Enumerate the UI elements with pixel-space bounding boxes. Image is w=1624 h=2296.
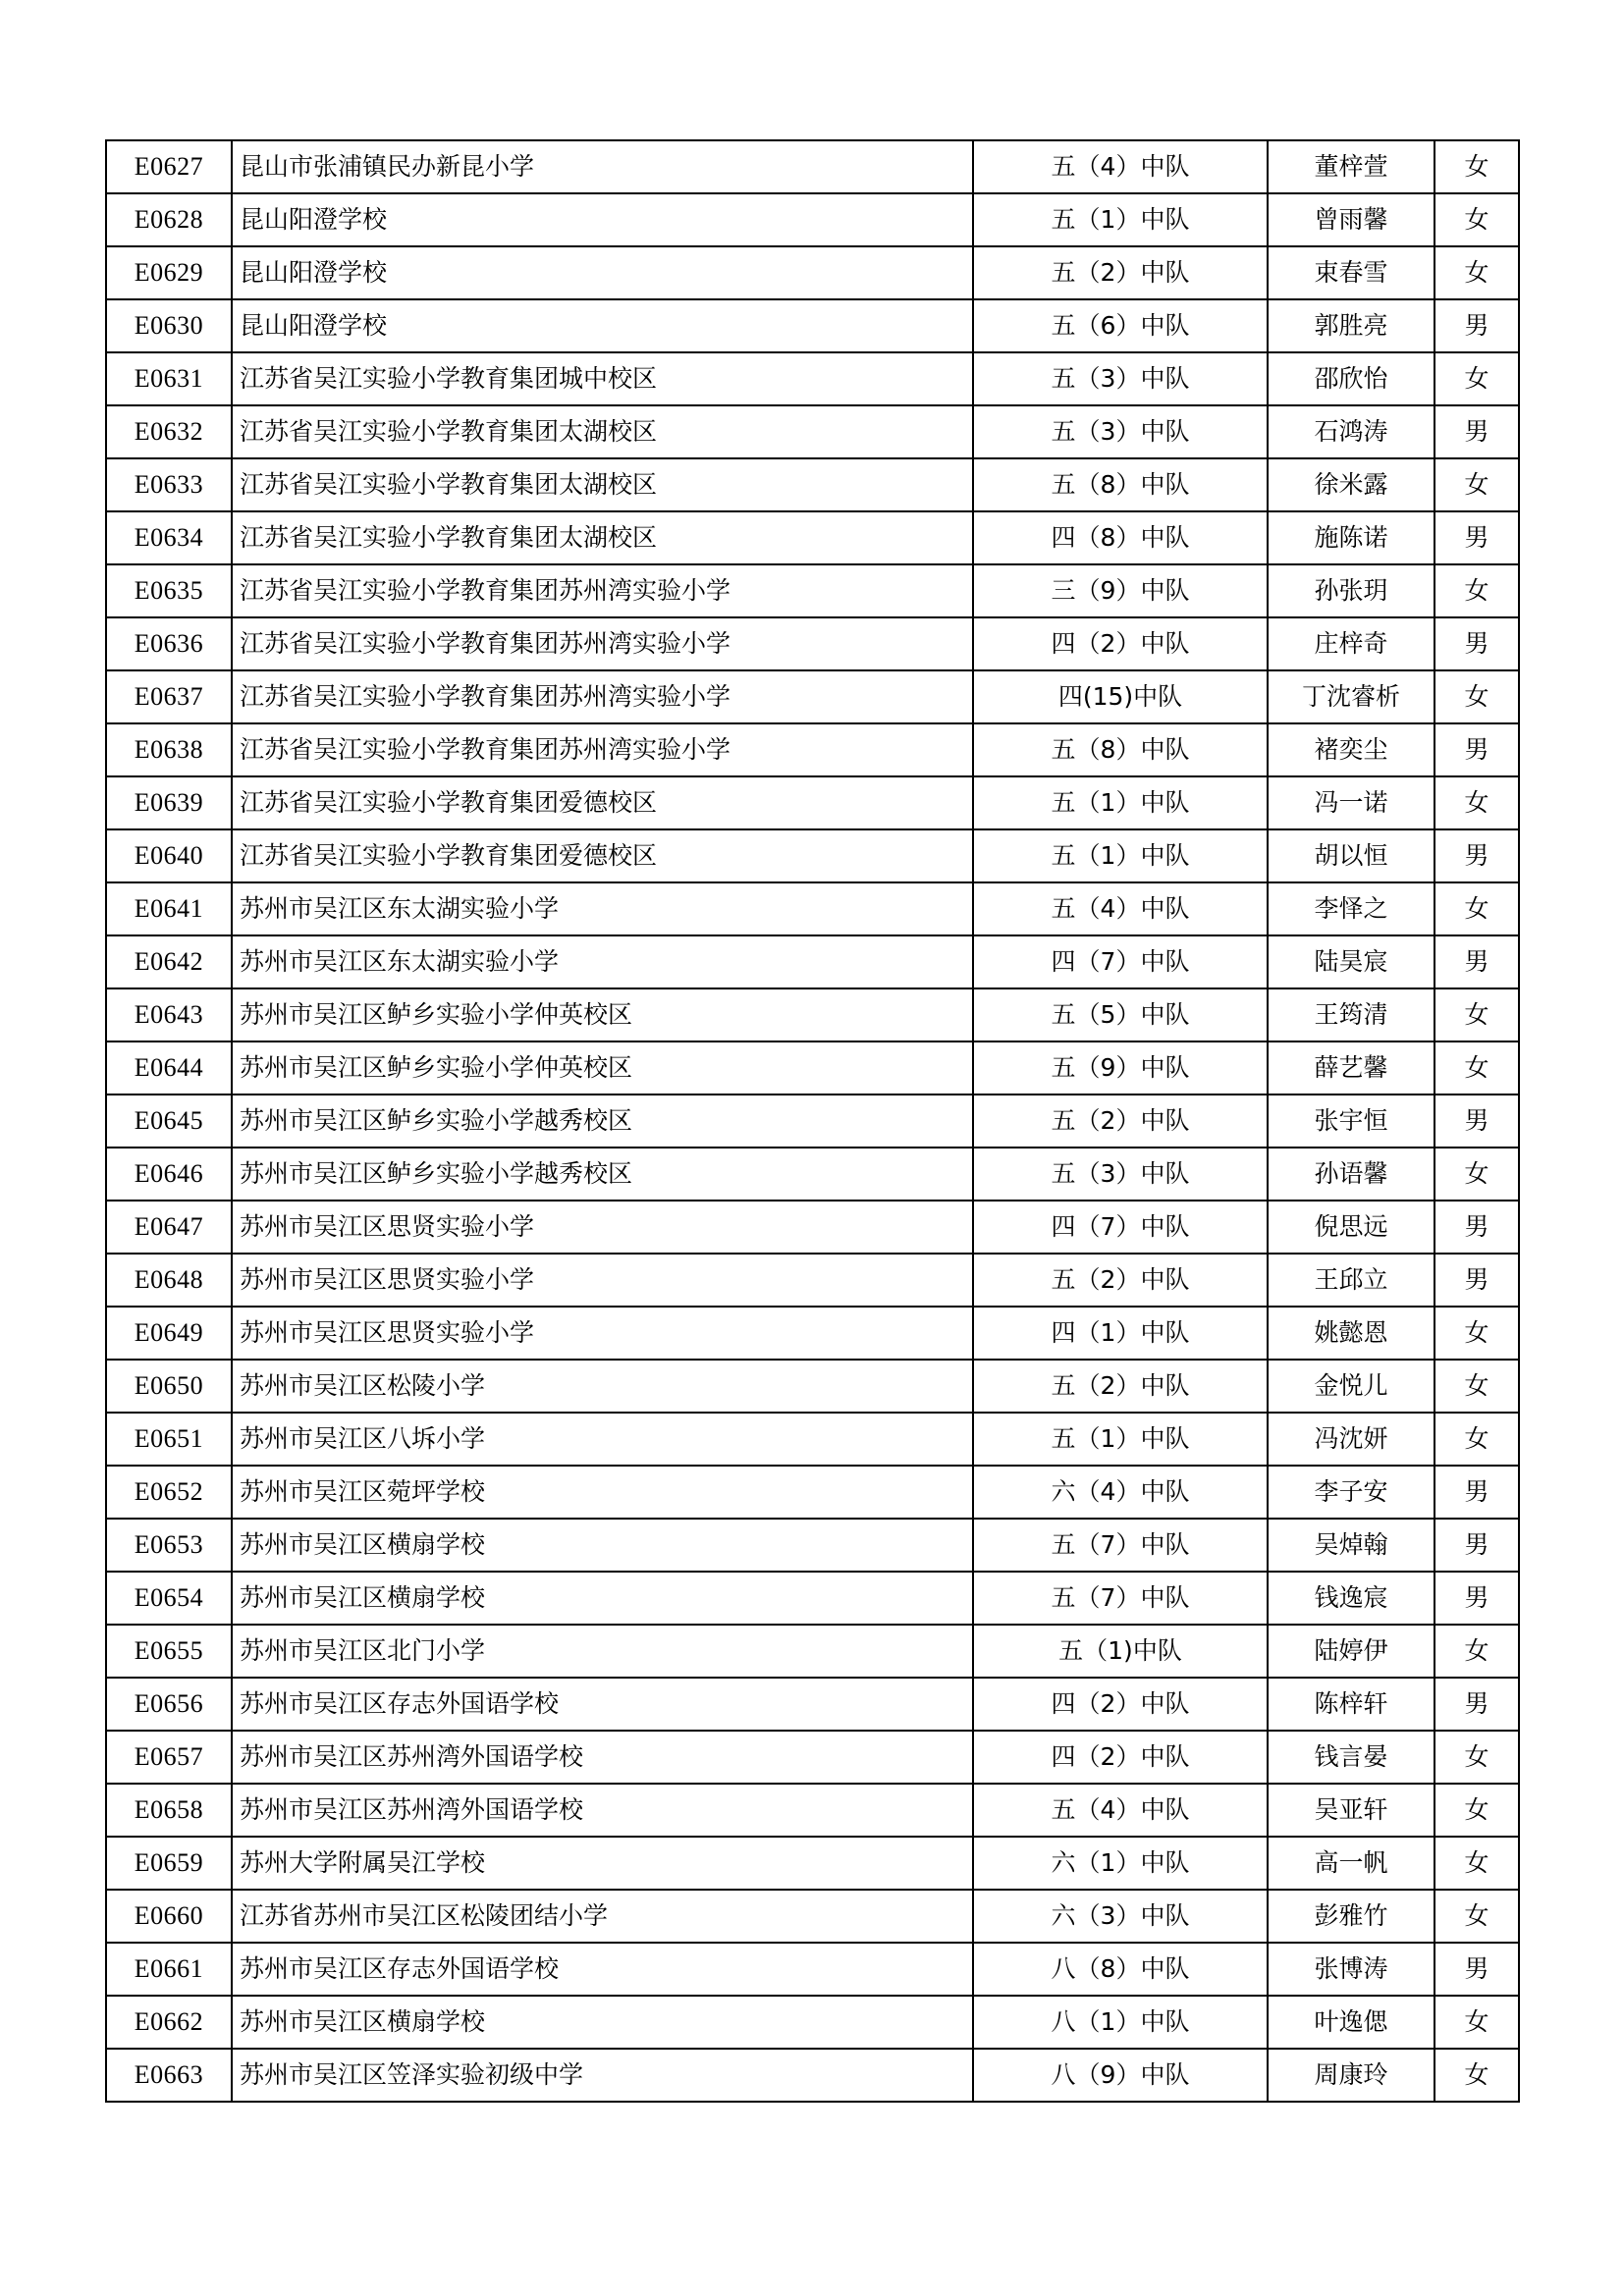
- cell-id: E0663: [106, 2049, 232, 2102]
- cell-class: 六（4）中队: [973, 1466, 1268, 1519]
- cell-gender: 女: [1435, 140, 1519, 193]
- cell-id: E0638: [106, 723, 232, 776]
- cell-class: 八（1）中队: [973, 1996, 1268, 2049]
- cell-gender: 男: [1435, 405, 1519, 458]
- cell-school: 苏州市吴江区横扇学校: [232, 1572, 973, 1625]
- cell-id: E0646: [106, 1148, 232, 1201]
- table-row: [106, 2049, 1519, 2102]
- cell-name: 张宇恒: [1268, 1095, 1435, 1148]
- cell-school: 昆山阳澄学校: [232, 246, 973, 299]
- cell-id: E0641: [106, 882, 232, 935]
- cell-name: 姚懿恩: [1268, 1307, 1435, 1360]
- cell-name: 束春雪: [1268, 246, 1435, 299]
- cell-class: 五（7）中队: [973, 1572, 1268, 1625]
- cell-gender: 女: [1435, 882, 1519, 935]
- table-row: [106, 1041, 1519, 1095]
- cell-class: 五（2）中队: [973, 246, 1268, 299]
- cell-school: 苏州市吴江区东太湖实验小学: [232, 882, 973, 935]
- table-row: [106, 1254, 1519, 1307]
- cell-school: 江苏省吴江实验小学教育集团太湖校区: [232, 405, 973, 458]
- table-row: [106, 458, 1519, 511]
- table-row: [106, 1784, 1519, 1837]
- roster-table-body: [106, 140, 1519, 2102]
- cell-school: 苏州市吴江区横扇学校: [232, 1996, 973, 2049]
- cell-id: E0661: [106, 1943, 232, 1996]
- cell-gender: 男: [1435, 829, 1519, 882]
- cell-id: E0658: [106, 1784, 232, 1837]
- cell-gender: 男: [1435, 723, 1519, 776]
- cell-gender: 女: [1435, 988, 1519, 1041]
- cell-class: 五（1）中队: [973, 193, 1268, 246]
- cell-name: 冯沈妍: [1268, 1413, 1435, 1466]
- cell-school: 江苏省吴江实验小学教育集团爱德校区: [232, 829, 973, 882]
- cell-id: E0649: [106, 1307, 232, 1360]
- cell-name: 陆婷伊: [1268, 1625, 1435, 1678]
- cell-id: E0637: [106, 670, 232, 723]
- cell-name: 彭雅竹: [1268, 1890, 1435, 1943]
- cell-gender: 男: [1435, 1572, 1519, 1625]
- cell-name: 叶逸偲: [1268, 1996, 1435, 2049]
- table-row: [106, 1148, 1519, 1201]
- cell-school: 江苏省吴江实验小学教育集团苏州湾实验小学: [232, 723, 973, 776]
- cell-id: E0634: [106, 511, 232, 564]
- cell-id: E0652: [106, 1466, 232, 1519]
- roster-table: [105, 139, 1520, 2103]
- cell-name: 吴焯翰: [1268, 1519, 1435, 1572]
- cell-school: 苏州市吴江区思贤实验小学: [232, 1201, 973, 1254]
- cell-name: 陈梓轩: [1268, 1678, 1435, 1731]
- table-row: [106, 829, 1519, 882]
- cell-school: 昆山市张浦镇民办新昆小学: [232, 140, 973, 193]
- cell-class: 五（6）中队: [973, 299, 1268, 352]
- table-row: [106, 1095, 1519, 1148]
- cell-class: 四（7）中队: [973, 1201, 1268, 1254]
- cell-school: 江苏省苏州市吴江区松陵团结小学: [232, 1890, 973, 1943]
- cell-school: 苏州市吴江区存志外国语学校: [232, 1943, 973, 1996]
- cell-gender: 男: [1435, 935, 1519, 988]
- table-row: [106, 1572, 1519, 1625]
- cell-id: E0655: [106, 1625, 232, 1678]
- cell-school: 江苏省吴江实验小学教育集团太湖校区: [232, 511, 973, 564]
- cell-name: 钱言晏: [1268, 1731, 1435, 1784]
- cell-name: 孙语馨: [1268, 1148, 1435, 1201]
- table-row: [106, 1625, 1519, 1678]
- cell-gender: 女: [1435, 1307, 1519, 1360]
- cell-school: 江苏省吴江实验小学教育集团爱德校区: [232, 776, 973, 829]
- cell-school: 苏州市吴江区苏州湾外国语学校: [232, 1784, 973, 1837]
- cell-name: 庄梓奇: [1268, 617, 1435, 670]
- table-row: [106, 988, 1519, 1041]
- table-row: [106, 1201, 1519, 1254]
- cell-class: 四（2）中队: [973, 617, 1268, 670]
- cell-class: 五（5）中队: [973, 988, 1268, 1041]
- cell-id: E0640: [106, 829, 232, 882]
- cell-gender: 女: [1435, 193, 1519, 246]
- cell-id: E0662: [106, 1996, 232, 2049]
- cell-id: E0650: [106, 1360, 232, 1413]
- cell-gender: 女: [1435, 1996, 1519, 2049]
- cell-school: 江苏省吴江实验小学教育集团太湖校区: [232, 458, 973, 511]
- cell-gender: 男: [1435, 1943, 1519, 1996]
- cell-school: 昆山阳澄学校: [232, 193, 973, 246]
- cell-id: E0635: [106, 564, 232, 617]
- cell-gender: 男: [1435, 1095, 1519, 1148]
- cell-name: 倪思远: [1268, 1201, 1435, 1254]
- cell-name: 施陈诺: [1268, 511, 1435, 564]
- cell-class: 五（9）中队: [973, 1041, 1268, 1095]
- cell-id: E0627: [106, 140, 232, 193]
- cell-gender: 女: [1435, 352, 1519, 405]
- cell-id: E0653: [106, 1519, 232, 1572]
- cell-school: 江苏省吴江实验小学教育集团苏州湾实验小学: [232, 564, 973, 617]
- cell-gender: 男: [1435, 1519, 1519, 1572]
- cell-class: 五（1）中队: [973, 776, 1268, 829]
- cell-gender: 女: [1435, 670, 1519, 723]
- cell-name: 王筠清: [1268, 988, 1435, 1041]
- cell-gender: 女: [1435, 1625, 1519, 1678]
- table-row: [106, 1943, 1519, 1996]
- cell-gender: 女: [1435, 1837, 1519, 1890]
- cell-id: E0639: [106, 776, 232, 829]
- table-row: [106, 564, 1519, 617]
- cell-name: 金悦儿: [1268, 1360, 1435, 1413]
- table-row: [106, 299, 1519, 352]
- cell-class: 五（4）中队: [973, 140, 1268, 193]
- cell-name: 丁沈睿析: [1268, 670, 1435, 723]
- table-row: [106, 670, 1519, 723]
- table-row: [106, 776, 1519, 829]
- cell-id: E0647: [106, 1201, 232, 1254]
- cell-class: 八（9）中队: [973, 2049, 1268, 2102]
- cell-school: 苏州市吴江区笠泽实验初级中学: [232, 2049, 973, 2102]
- cell-school: 苏州市吴江区松陵小学: [232, 1360, 973, 1413]
- cell-class: 六（1）中队: [973, 1837, 1268, 1890]
- cell-gender: 男: [1435, 1678, 1519, 1731]
- cell-class: 四（2）中队: [973, 1731, 1268, 1784]
- cell-id: E0654: [106, 1572, 232, 1625]
- cell-name: 陆昊宸: [1268, 935, 1435, 988]
- cell-class: 五（3）中队: [973, 405, 1268, 458]
- cell-name: 石鸿涛: [1268, 405, 1435, 458]
- cell-name: 孙张玥: [1268, 564, 1435, 617]
- table-row: [106, 1519, 1519, 1572]
- cell-school: 苏州市吴江区横扇学校: [232, 1519, 973, 1572]
- cell-gender: 男: [1435, 299, 1519, 352]
- cell-class: 五（3）中队: [973, 1148, 1268, 1201]
- cell-id: E0629: [106, 246, 232, 299]
- cell-id: E0632: [106, 405, 232, 458]
- cell-gender: 女: [1435, 2049, 1519, 2102]
- cell-id: E0630: [106, 299, 232, 352]
- table-row: [106, 1413, 1519, 1466]
- cell-id: E0648: [106, 1254, 232, 1307]
- cell-name: 郭胜亮: [1268, 299, 1435, 352]
- cell-id: E0631: [106, 352, 232, 405]
- cell-id: E0660: [106, 1890, 232, 1943]
- table-row: [106, 1996, 1519, 2049]
- cell-name: 冯一诺: [1268, 776, 1435, 829]
- cell-gender: 女: [1435, 1041, 1519, 1095]
- cell-class: 五（2）中队: [973, 1095, 1268, 1148]
- cell-id: E0628: [106, 193, 232, 246]
- cell-school: 苏州市吴江区菀坪学校: [232, 1466, 973, 1519]
- cell-class: 四（2）中队: [973, 1678, 1268, 1731]
- cell-gender: 女: [1435, 1784, 1519, 1837]
- cell-school: 苏州市吴江区东太湖实验小学: [232, 935, 973, 988]
- table-row: [106, 1890, 1519, 1943]
- cell-school: 苏州市吴江区鲈乡实验小学越秀校区: [232, 1095, 973, 1148]
- cell-school: 江苏省吴江实验小学教育集团苏州湾实验小学: [232, 617, 973, 670]
- cell-gender: 女: [1435, 458, 1519, 511]
- table-row: [106, 405, 1519, 458]
- cell-school: 苏州大学附属吴江学校: [232, 1837, 973, 1890]
- table-row: [106, 1837, 1519, 1890]
- cell-class: 五（8）中队: [973, 723, 1268, 776]
- cell-gender: 男: [1435, 1201, 1519, 1254]
- cell-class: 五（1）中队: [973, 1413, 1268, 1466]
- table-row: [106, 246, 1519, 299]
- cell-class: 四（1）中队: [973, 1307, 1268, 1360]
- cell-school: 苏州市吴江区鲈乡实验小学仲英校区: [232, 988, 973, 1041]
- cell-gender: 女: [1435, 1413, 1519, 1466]
- cell-name: 王邱立: [1268, 1254, 1435, 1307]
- cell-class: 五（2）中队: [973, 1254, 1268, 1307]
- cell-gender: 女: [1435, 1731, 1519, 1784]
- table-row: [106, 1678, 1519, 1731]
- table-row: [106, 723, 1519, 776]
- cell-school: 苏州市吴江区鲈乡实验小学仲英校区: [232, 1041, 973, 1095]
- cell-id: E0643: [106, 988, 232, 1041]
- cell-gender: 女: [1435, 564, 1519, 617]
- cell-class: 五（7）中队: [973, 1519, 1268, 1572]
- cell-gender: 男: [1435, 1254, 1519, 1307]
- cell-class: 四(15)中队: [973, 670, 1268, 723]
- cell-id: E0659: [106, 1837, 232, 1890]
- cell-name: 徐米露: [1268, 458, 1435, 511]
- cell-name: 张博涛: [1268, 1943, 1435, 1996]
- cell-class: 三（9）中队: [973, 564, 1268, 617]
- cell-id: E0642: [106, 935, 232, 988]
- cell-school: 江苏省吴江实验小学教育集团苏州湾实验小学: [232, 670, 973, 723]
- cell-class: 六（3）中队: [973, 1890, 1268, 1943]
- cell-class: 八（8）中队: [973, 1943, 1268, 1996]
- cell-gender: 男: [1435, 617, 1519, 670]
- cell-name: 钱逸宸: [1268, 1572, 1435, 1625]
- cell-class: 五（8）中队: [973, 458, 1268, 511]
- cell-name: 薛艺馨: [1268, 1041, 1435, 1095]
- cell-school: 苏州市吴江区八坼小学: [232, 1413, 973, 1466]
- cell-id: E0633: [106, 458, 232, 511]
- cell-class: 五（3）中队: [973, 352, 1268, 405]
- table-row: [106, 140, 1519, 193]
- cell-id: E0657: [106, 1731, 232, 1784]
- cell-school: 苏州市吴江区苏州湾外国语学校: [232, 1731, 973, 1784]
- cell-gender: 女: [1435, 1148, 1519, 1201]
- cell-name: 董梓萱: [1268, 140, 1435, 193]
- table-row: [106, 352, 1519, 405]
- cell-school: 苏州市吴江区北门小学: [232, 1625, 973, 1678]
- cell-school: 苏州市吴江区思贤实验小学: [232, 1307, 973, 1360]
- cell-id: E0651: [106, 1413, 232, 1466]
- cell-id: E0645: [106, 1095, 232, 1148]
- cell-class: 五（1）中队: [973, 829, 1268, 882]
- cell-gender: 女: [1435, 776, 1519, 829]
- table-row: [106, 511, 1519, 564]
- cell-class: 五（2）中队: [973, 1360, 1268, 1413]
- cell-school: 苏州市吴江区鲈乡实验小学越秀校区: [232, 1148, 973, 1201]
- cell-name: 李子安: [1268, 1466, 1435, 1519]
- cell-school: 昆山阳澄学校: [232, 299, 973, 352]
- cell-name: 周康玲: [1268, 2049, 1435, 2102]
- cell-name: 吴亚轩: [1268, 1784, 1435, 1837]
- table-row: [106, 1466, 1519, 1519]
- cell-gender: 女: [1435, 246, 1519, 299]
- cell-name: 胡以恒: [1268, 829, 1435, 882]
- table-row: [106, 935, 1519, 988]
- cell-name: 邵欣怡: [1268, 352, 1435, 405]
- cell-name: 褚奕尘: [1268, 723, 1435, 776]
- table-row: [106, 882, 1519, 935]
- cell-class: 五（1)中队: [973, 1625, 1268, 1678]
- cell-id: E0656: [106, 1678, 232, 1731]
- cell-class: 五（4）中队: [973, 882, 1268, 935]
- cell-class: 五（4）中队: [973, 1784, 1268, 1837]
- table-row: [106, 193, 1519, 246]
- cell-gender: 男: [1435, 1466, 1519, 1519]
- cell-gender: 女: [1435, 1890, 1519, 1943]
- cell-school: 苏州市吴江区思贤实验小学: [232, 1254, 973, 1307]
- cell-id: E0636: [106, 617, 232, 670]
- cell-school: 江苏省吴江实验小学教育集团城中校区: [232, 352, 973, 405]
- cell-class: 四（8）中队: [973, 511, 1268, 564]
- cell-class: 四（7）中队: [973, 935, 1268, 988]
- table-row: [106, 617, 1519, 670]
- cell-name: 高一帆: [1268, 1837, 1435, 1890]
- cell-gender: 女: [1435, 1360, 1519, 1413]
- table-row: [106, 1360, 1519, 1413]
- cell-id: E0644: [106, 1041, 232, 1095]
- cell-school: 苏州市吴江区存志外国语学校: [232, 1678, 973, 1731]
- cell-gender: 男: [1435, 511, 1519, 564]
- table-row: [106, 1731, 1519, 1784]
- cell-name: 李怿之: [1268, 882, 1435, 935]
- table-row: [106, 1307, 1519, 1360]
- cell-name: 曾雨馨: [1268, 193, 1435, 246]
